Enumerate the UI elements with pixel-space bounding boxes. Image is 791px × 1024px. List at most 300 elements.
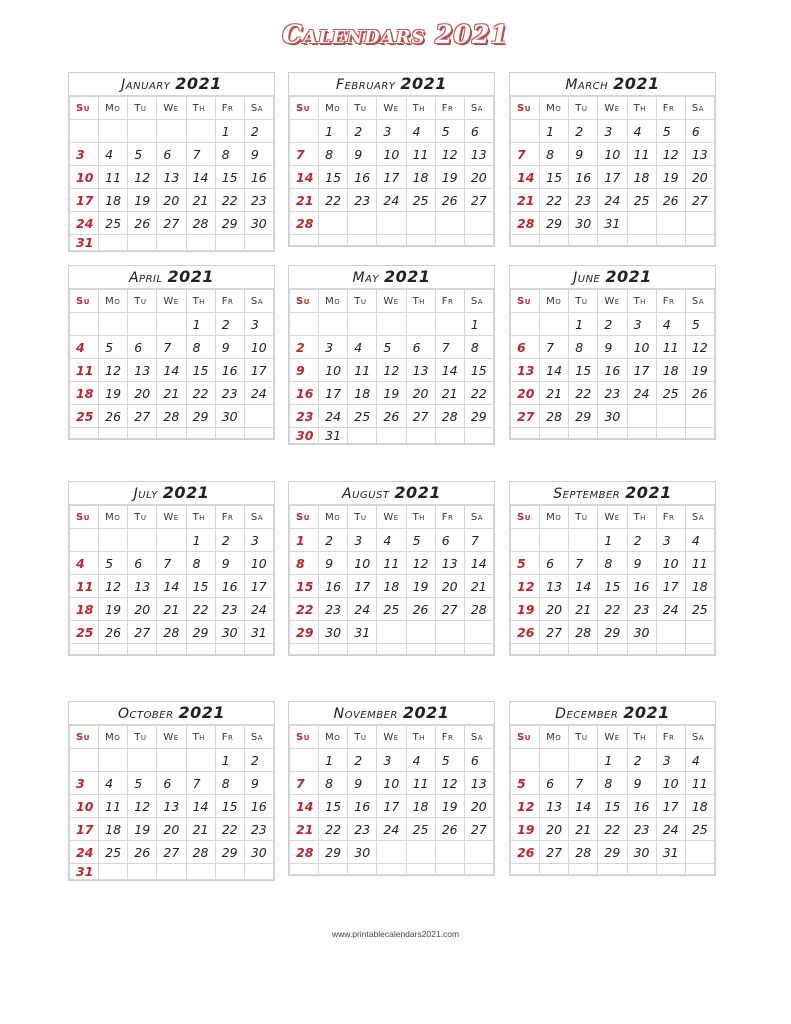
weekday-header: Sa — [244, 726, 273, 749]
week-row — [70, 598, 274, 621]
day-cell — [406, 212, 435, 235]
weekday-header: We — [157, 97, 186, 120]
day-cell: 12 — [511, 575, 540, 598]
day-cell — [157, 864, 186, 880]
day-cell: 12 — [99, 359, 128, 382]
day-cell: 18 — [656, 359, 685, 382]
day-cell: 12 — [406, 552, 435, 575]
month-title — [510, 482, 715, 505]
day-cell — [128, 313, 157, 336]
day-cell: 18 — [685, 575, 714, 598]
day-cell: 29 — [598, 841, 627, 864]
day-cell: 25 — [406, 818, 435, 841]
week-row — [290, 529, 494, 552]
day-cell: 17 — [70, 818, 99, 841]
month-name: June — [573, 270, 606, 286]
day-cell: 20 — [128, 598, 157, 621]
week-row — [70, 841, 274, 864]
day-cell: 14 — [157, 359, 186, 382]
day-cell: 22 — [215, 818, 244, 841]
day-cell: 7 — [157, 552, 186, 575]
day-cell — [186, 644, 215, 655]
day-cell: 26 — [435, 189, 464, 212]
day-cell — [598, 864, 627, 875]
weekday-header: We — [377, 506, 406, 529]
day-cell: 22 — [598, 818, 627, 841]
day-cell: 21 — [435, 382, 464, 405]
day-cell — [128, 529, 157, 552]
month-april — [68, 265, 275, 440]
day-cell: 31 — [244, 621, 273, 644]
day-cell: 9 — [348, 772, 377, 795]
week-row — [70, 644, 274, 655]
day-cell: 1 — [186, 529, 215, 552]
day-cell — [511, 120, 540, 143]
day-cell: 4 — [406, 120, 435, 143]
weekday-header: Th — [186, 726, 215, 749]
day-cell — [244, 235, 273, 251]
month-name: November — [333, 706, 403, 722]
weekday-header: Tu — [569, 290, 598, 313]
day-cell: 16 — [348, 795, 377, 818]
day-cell: 6 — [464, 749, 493, 772]
day-cell: 27 — [406, 405, 435, 428]
day-cell: 30 — [569, 212, 598, 235]
day-cell: 27 — [685, 189, 714, 212]
day-cell: 21 — [186, 189, 215, 212]
weekday-header: Su — [511, 726, 540, 749]
week-row — [511, 120, 715, 143]
week-row — [290, 575, 494, 598]
weekday-header: We — [377, 726, 406, 749]
day-cell: 10 — [598, 143, 627, 166]
month-july — [68, 481, 275, 656]
day-cell: 11 — [627, 143, 656, 166]
day-cell — [685, 621, 714, 644]
day-cell — [377, 621, 406, 644]
day-cell — [540, 529, 569, 552]
day-cell: 5 — [656, 120, 685, 143]
day-cell: 1 — [215, 120, 244, 143]
day-cell — [290, 864, 319, 875]
weekday-header: Mo — [99, 290, 128, 313]
week-row — [70, 313, 274, 336]
day-cell: 9 — [598, 336, 627, 359]
day-cell: 21 — [157, 598, 186, 621]
day-cell: 29 — [464, 405, 493, 428]
day-cell: 31 — [598, 212, 627, 235]
day-cell — [464, 621, 493, 644]
day-cell — [244, 644, 273, 655]
day-cell: 16 — [627, 795, 656, 818]
weekday-header: We — [377, 290, 406, 313]
day-cell: 8 — [215, 772, 244, 795]
day-cell: 15 — [186, 575, 215, 598]
day-cell: 10 — [70, 795, 99, 818]
day-cell — [464, 644, 493, 655]
week-row — [70, 772, 274, 795]
day-cell — [157, 120, 186, 143]
day-cell — [128, 120, 157, 143]
day-cell — [99, 749, 128, 772]
day-cell: 16 — [290, 382, 319, 405]
month-year: 2021 — [178, 703, 226, 722]
weekday-header: We — [157, 726, 186, 749]
day-cell: 2 — [290, 336, 319, 359]
day-cell — [70, 529, 99, 552]
weekday-header: Sa — [244, 97, 273, 120]
day-cell: 21 — [157, 382, 186, 405]
day-cell: 27 — [464, 189, 493, 212]
weekday-header: Fr — [215, 726, 244, 749]
week-row — [511, 359, 715, 382]
day-cell — [511, 235, 540, 246]
day-cell — [290, 644, 319, 655]
day-cell: 18 — [377, 575, 406, 598]
day-cell: 3 — [244, 313, 273, 336]
day-cell: 21 — [569, 598, 598, 621]
day-cell — [99, 313, 128, 336]
day-cell: 18 — [99, 818, 128, 841]
day-cell: 11 — [70, 575, 99, 598]
day-cell: 24 — [319, 405, 348, 428]
weekday-header: Sa — [685, 97, 714, 120]
weekday-header: Mo — [319, 506, 348, 529]
day-cell — [406, 428, 435, 444]
day-cell: 20 — [464, 166, 493, 189]
day-cell: 5 — [511, 772, 540, 795]
week-row — [511, 428, 715, 439]
day-cell: 6 — [540, 772, 569, 795]
day-cell: 11 — [99, 166, 128, 189]
day-cell: 31 — [319, 428, 348, 444]
week-row — [70, 235, 274, 251]
day-cell — [511, 529, 540, 552]
day-cell — [511, 749, 540, 772]
day-cell: 4 — [348, 336, 377, 359]
weekday-header: Sa — [464, 290, 493, 313]
day-cell: 20 — [406, 382, 435, 405]
day-cell — [540, 749, 569, 772]
day-cell: 8 — [598, 772, 627, 795]
day-cell: 1 — [186, 313, 215, 336]
day-cell: 14 — [186, 795, 215, 818]
day-cell — [348, 864, 377, 875]
day-cell — [290, 120, 319, 143]
day-cell: 11 — [406, 772, 435, 795]
day-cell — [99, 235, 128, 251]
day-cell: 18 — [406, 166, 435, 189]
day-cell — [70, 313, 99, 336]
day-cell: 27 — [128, 621, 157, 644]
day-cell: 3 — [656, 749, 685, 772]
day-cell — [348, 313, 377, 336]
day-cell: 4 — [685, 749, 714, 772]
week-row — [290, 795, 494, 818]
day-cell — [348, 644, 377, 655]
day-cell — [377, 644, 406, 655]
day-cell — [99, 120, 128, 143]
week-row — [290, 864, 494, 875]
weekday-header: Tu — [128, 506, 157, 529]
day-cell — [186, 749, 215, 772]
day-cell — [244, 428, 273, 439]
day-cell: 25 — [685, 818, 714, 841]
day-cell: 29 — [215, 212, 244, 235]
month-year: 2021 — [162, 483, 210, 502]
day-cell: 3 — [598, 120, 627, 143]
week-row — [70, 189, 274, 212]
day-cell: 10 — [377, 143, 406, 166]
weekday-header: Mo — [319, 290, 348, 313]
weekday-header: Tu — [128, 97, 157, 120]
day-cell: 29 — [186, 405, 215, 428]
day-cell: 5 — [377, 336, 406, 359]
day-cell — [128, 749, 157, 772]
weekday-header: Th — [406, 97, 435, 120]
day-cell: 21 — [540, 382, 569, 405]
day-cell: 26 — [406, 598, 435, 621]
weekday-header: We — [157, 506, 186, 529]
day-cell: 6 — [435, 529, 464, 552]
weekday-header: Th — [406, 290, 435, 313]
day-cell: 26 — [511, 621, 540, 644]
day-cell: 18 — [70, 598, 99, 621]
month-name: September — [553, 486, 626, 502]
day-cell — [157, 313, 186, 336]
day-cell: 9 — [348, 143, 377, 166]
day-cell: 19 — [511, 598, 540, 621]
day-cell: 30 — [244, 841, 273, 864]
day-cell — [464, 212, 493, 235]
month-october — [68, 701, 275, 881]
day-cell: 3 — [656, 529, 685, 552]
weekday-header: Sa — [685, 290, 714, 313]
day-cell: 3 — [377, 120, 406, 143]
week-row — [511, 189, 715, 212]
day-cell: 23 — [215, 598, 244, 621]
week-row — [70, 336, 274, 359]
month-title — [289, 266, 494, 289]
week-row — [511, 529, 715, 552]
day-cell — [685, 428, 714, 439]
month-name: May — [352, 270, 384, 286]
weekday-header: Fr — [215, 97, 244, 120]
day-cell: 31 — [70, 864, 99, 880]
day-cell: 22 — [464, 382, 493, 405]
day-cell: 16 — [215, 575, 244, 598]
day-cell: 23 — [244, 189, 273, 212]
day-cell: 26 — [435, 818, 464, 841]
weekday-header: Fr — [435, 506, 464, 529]
day-cell: 11 — [685, 772, 714, 795]
day-cell: 13 — [157, 166, 186, 189]
day-cell: 24 — [244, 598, 273, 621]
day-cell — [70, 644, 99, 655]
week-row — [290, 772, 494, 795]
day-cell: 24 — [377, 189, 406, 212]
week-row — [290, 359, 494, 382]
day-cell: 7 — [511, 143, 540, 166]
day-cell: 27 — [157, 841, 186, 864]
day-cell — [157, 428, 186, 439]
weekday-header: Th — [406, 726, 435, 749]
day-cell: 24 — [598, 189, 627, 212]
month-year: 2021 — [167, 267, 215, 286]
weekday-header: Sa — [685, 506, 714, 529]
month-year: 2021 — [400, 74, 447, 93]
week-row — [70, 120, 274, 143]
week-row — [70, 166, 274, 189]
weekday-header: Fr — [435, 97, 464, 120]
day-cell: 3 — [348, 529, 377, 552]
weekday-header: Su — [511, 506, 540, 529]
day-cell: 8 — [290, 552, 319, 575]
day-cell: 12 — [99, 575, 128, 598]
week-row — [511, 621, 715, 644]
day-cell: 8 — [319, 143, 348, 166]
week-row — [290, 336, 494, 359]
day-cell — [569, 428, 598, 439]
day-cell: 5 — [435, 120, 464, 143]
day-cell: 21 — [290, 818, 319, 841]
day-cell — [464, 428, 493, 444]
day-cell — [319, 212, 348, 235]
day-cell: 13 — [128, 575, 157, 598]
day-cell: 13 — [406, 359, 435, 382]
day-cell: 2 — [348, 749, 377, 772]
week-row — [511, 772, 715, 795]
day-cell: 15 — [290, 575, 319, 598]
day-cell: 20 — [464, 795, 493, 818]
day-cell: 2 — [627, 529, 656, 552]
day-cell: 25 — [99, 841, 128, 864]
day-cell — [406, 235, 435, 246]
day-cell: 8 — [569, 336, 598, 359]
day-cell: 5 — [128, 143, 157, 166]
day-cell — [511, 864, 540, 875]
day-cell: 13 — [511, 359, 540, 382]
week-row — [70, 795, 274, 818]
day-cell: 26 — [511, 841, 540, 864]
week-row — [511, 795, 715, 818]
day-cell: 13 — [435, 552, 464, 575]
week-row — [290, 166, 494, 189]
day-cell — [406, 644, 435, 655]
day-cell: 28 — [290, 841, 319, 864]
day-cell: 13 — [464, 772, 493, 795]
day-cell — [377, 313, 406, 336]
week-row — [511, 212, 715, 235]
day-cell: 30 — [598, 405, 627, 428]
month-name: April — [128, 270, 168, 286]
week-row — [290, 621, 494, 644]
month-december — [509, 701, 716, 876]
day-cell: 21 — [290, 189, 319, 212]
day-cell: 18 — [70, 382, 99, 405]
day-cell: 28 — [569, 841, 598, 864]
day-cell: 30 — [215, 621, 244, 644]
weekday-header: Fr — [435, 290, 464, 313]
month-year: 2021 — [605, 267, 652, 286]
day-cell: 30 — [627, 621, 656, 644]
day-cell: 17 — [656, 795, 685, 818]
day-cell: 11 — [70, 359, 99, 382]
week-row — [511, 382, 715, 405]
day-cell: 18 — [99, 189, 128, 212]
month-march — [509, 72, 716, 247]
month-year: 2021 — [175, 74, 222, 93]
day-cell — [157, 644, 186, 655]
day-cell: 24 — [348, 598, 377, 621]
day-cell: 10 — [244, 552, 273, 575]
day-cell: 24 — [70, 212, 99, 235]
day-cell: 29 — [290, 621, 319, 644]
month-title — [69, 702, 274, 725]
day-cell: 22 — [598, 598, 627, 621]
day-cell: 8 — [186, 336, 215, 359]
day-cell — [435, 621, 464, 644]
week-row — [70, 405, 274, 428]
day-cell — [656, 864, 685, 875]
day-cell — [377, 212, 406, 235]
day-cell: 25 — [70, 405, 99, 428]
week-row — [70, 621, 274, 644]
weekday-header: Th — [627, 290, 656, 313]
day-cell — [290, 313, 319, 336]
day-cell — [685, 212, 714, 235]
day-cell: 10 — [656, 772, 685, 795]
day-cell — [157, 235, 186, 251]
day-cell: 23 — [215, 382, 244, 405]
day-cell: 5 — [99, 336, 128, 359]
weekday-header: Su — [70, 97, 99, 120]
day-cell — [685, 644, 714, 655]
weekday-header: Tu — [128, 726, 157, 749]
day-cell: 2 — [244, 749, 273, 772]
week-row — [511, 405, 715, 428]
day-cell: 14 — [540, 359, 569, 382]
page-title: Calendars 2021 — [282, 20, 509, 49]
day-cell: 7 — [569, 552, 598, 575]
month-title — [510, 702, 715, 725]
day-cell: 23 — [290, 405, 319, 428]
day-cell: 15 — [186, 359, 215, 382]
week-row — [290, 313, 494, 336]
day-cell: 18 — [406, 795, 435, 818]
day-cell: 13 — [157, 795, 186, 818]
day-cell: 20 — [511, 382, 540, 405]
month-title — [69, 482, 274, 505]
week-row — [290, 749, 494, 772]
day-cell: 4 — [99, 143, 128, 166]
day-cell: 11 — [377, 552, 406, 575]
day-cell: 11 — [406, 143, 435, 166]
day-cell — [128, 428, 157, 439]
weekday-header: Mo — [540, 726, 569, 749]
day-cell: 19 — [511, 818, 540, 841]
day-cell — [435, 313, 464, 336]
day-cell: 1 — [290, 529, 319, 552]
day-cell — [627, 405, 656, 428]
day-cell: 17 — [598, 166, 627, 189]
day-cell: 4 — [99, 772, 128, 795]
day-cell — [435, 428, 464, 444]
day-cell: 27 — [157, 212, 186, 235]
day-cell — [348, 235, 377, 246]
day-cell: 10 — [627, 336, 656, 359]
day-cell — [435, 212, 464, 235]
